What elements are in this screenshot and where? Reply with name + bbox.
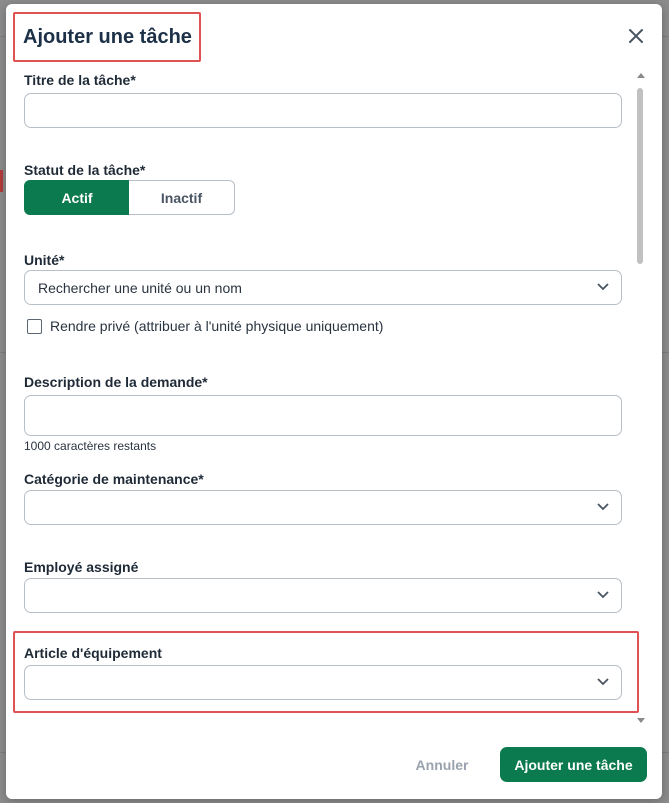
private-checkbox[interactable] [27, 319, 42, 334]
assigned-employee-select[interactable] [24, 578, 622, 613]
chevron-down-icon [597, 283, 609, 291]
maintenance-category-select[interactable] [24, 490, 622, 525]
close-button[interactable] [626, 26, 646, 46]
add-task-dialog [6, 4, 662, 799]
scroll-down-arrow-icon[interactable] [637, 716, 645, 724]
dialog-footer [6, 726, 662, 799]
unit-select[interactable] [24, 270, 622, 305]
unit-placeholder: Rechercher une unité ou un nom [38, 280, 242, 296]
unit-label: Unité* [24, 252, 65, 268]
chevron-down-icon [597, 678, 609, 686]
equipment-item-label: Article d'équipement [24, 645, 162, 661]
task-status-label: Statut de la tâche* [24, 162, 146, 178]
assigned-employee-label: Employé assigné [24, 559, 139, 575]
dialog-body [6, 66, 642, 724]
status-inactive-button[interactable]: Inactif [129, 180, 235, 215]
chevron-down-icon [597, 503, 609, 511]
close-icon [626, 26, 646, 46]
backdrop-accent [0, 170, 3, 192]
dialog-title: Ajouter une tâche [23, 26, 192, 48]
task-title-input[interactable] [24, 93, 622, 128]
equipment-item-select[interactable] [24, 665, 622, 700]
private-checkbox-label: Rendre privé (attribuer à l'unité physique uniquement) [50, 318, 384, 334]
chevron-down-icon [597, 591, 609, 599]
task-title-label: Titre de la tâche* [24, 72, 136, 88]
description-input[interactable] [24, 395, 622, 436]
scroll-up-arrow-icon[interactable] [637, 72, 645, 80]
maintenance-category-label: Catégorie de maintenance* [24, 471, 204, 487]
cancel-button[interactable]: Annuler [415, 757, 469, 773]
description-label: Description de la demande* [24, 374, 208, 390]
scrollbar-thumb[interactable] [637, 88, 643, 264]
description-char-count: 1000 caractères restants [24, 439, 157, 453]
status-active-button[interactable]: Actif [24, 180, 130, 215]
task-status-toggle [24, 180, 235, 215]
add-task-button[interactable]: Ajouter une tâche [500, 747, 647, 782]
